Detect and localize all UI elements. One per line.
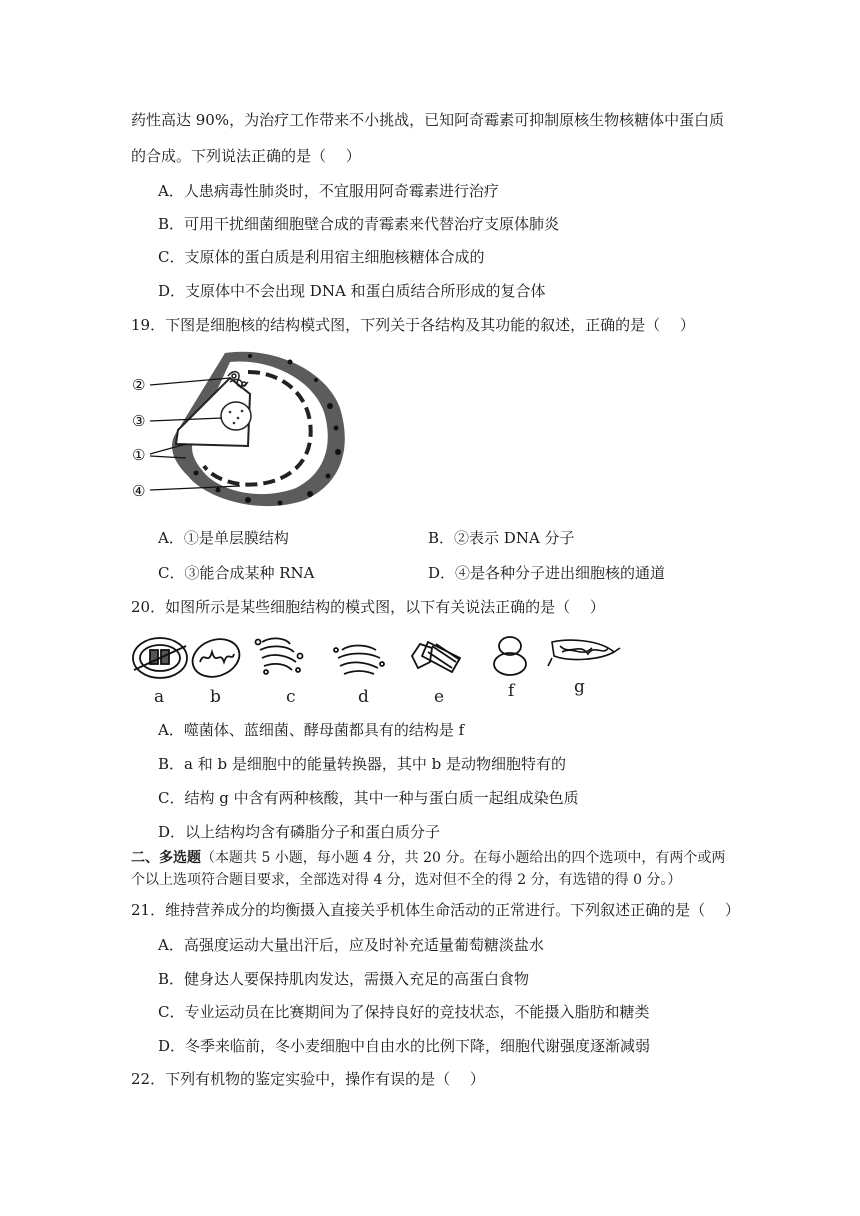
q19-option-d: D．④是各种分子进出细胞核的通道 [428,564,666,582]
organelle-f-shape [494,637,526,675]
q20-option-c: C．结构 g 中含有两种核酸，其中一种与蛋白质一起组成染色质 [158,789,579,807]
q18-option-c: C．支原体的蛋白质是利用宿主细胞核糖体合成的 [158,248,485,266]
q21-option-a: A．高强度运动大量出汗后，应及时补充适量葡萄糖淡盐水 [158,936,544,954]
label-f: f [508,681,515,701]
label-e: e [434,687,445,707]
q19-option-a: A．①是单层膜结构 [158,529,289,547]
q19-stem: 19．下图是细胞核的结构模式图，下列关于各结构及其功能的叙述，正确的是（ ） [131,316,695,334]
diagram-label-4: ④ [132,482,146,500]
q19-option-b: B．②表示 DNA 分子 [428,529,575,547]
organelle-b-shape [187,633,244,683]
q18-option-b: B．可用干扰细菌细胞壁合成的青霉素来代替治疗支原体肺炎 [158,215,560,233]
organelle-e-shape [412,642,460,672]
q20-option-d: D．以上结构均含有磷脂分子和蛋白质分子 [158,823,441,841]
section2-desc-line2: 个以上选项符合题目要求，全部选对得 4 分，选对但不全的得 2 分，有选错的得 0 分。） [131,872,682,888]
label-a: a [154,687,165,707]
organelle-c-shape [256,638,303,674]
q21-stem: 21．维持营养成分的均衡摄入直接关乎机体生命活动的正常进行。下列叙述正确的是（ ） [131,901,740,919]
q21-option-c: C．专业运动员在比赛期间为了保持良好的竞技状态，不能摄入脂肪和糖类 [158,1003,650,1021]
section2-line1 [131,848,725,868]
section2-desc-line1: （本题共 5 小题，每小题 4 分，共 20 分。在每小题给出的四个选项中，有两个或两 [201,850,726,866]
q18-option-a: A．人患病毒性肺炎时，不宜服用阿奇霉素进行治疗 [158,182,499,200]
organelle-d-shape [334,646,384,675]
label-g: g [574,677,585,697]
q20-option-a: A．噬菌体、蓝细菌、酵母菌都具有的结构是 f [158,721,465,739]
diagram-label-2: ② [132,376,146,394]
q18-stem-line1: 药性高达 90%，为治疗工作带来不小挑战，已知阿奇霉素可抑制原核生物核糖体中蛋白质 [131,111,725,129]
nucleolus-shape [221,402,251,430]
q22-stem: 22．下列有机物的鉴定实验中，操作有误的是（ ） [131,1070,485,1088]
q18-option-d: D．支原体中不会出现 DNA 和蛋白质结合所形成的复合体 [158,282,546,300]
organelle-g-shape [548,640,620,666]
q19-option-c: C．③能合成某种 RNA [158,564,315,582]
nucleus-diagram [130,348,370,513]
organelles-figure [130,632,630,710]
q18-stem-line2: 的合成。下列说法正确的是（ ） [131,147,361,165]
q21-option-b: B．健身达人要保持肌肉发达，需摄入充足的高蛋白食物 [158,970,530,988]
q21-option-d: D．冬季来临前，冬小麦细胞中自由水的比例下降，细胞代谢强度逐渐减弱 [158,1037,651,1055]
label-b: b [210,687,221,707]
label-c: c [286,687,296,707]
diagram-label-1: ① [132,446,146,464]
section2-heading: 二、多选题 [131,850,201,866]
diagram-label-3: ③ [132,412,146,430]
organelle-a-shape [133,638,187,678]
q20-stem: 20．如图所示是某些细胞结构的模式图，以下有关说法正确的是（ ） [131,598,605,616]
q20-option-b: B．a 和 b 是细胞中的能量转换器，其中 b 是动物细胞特有的 [158,755,567,773]
label-d: d [358,687,369,707]
